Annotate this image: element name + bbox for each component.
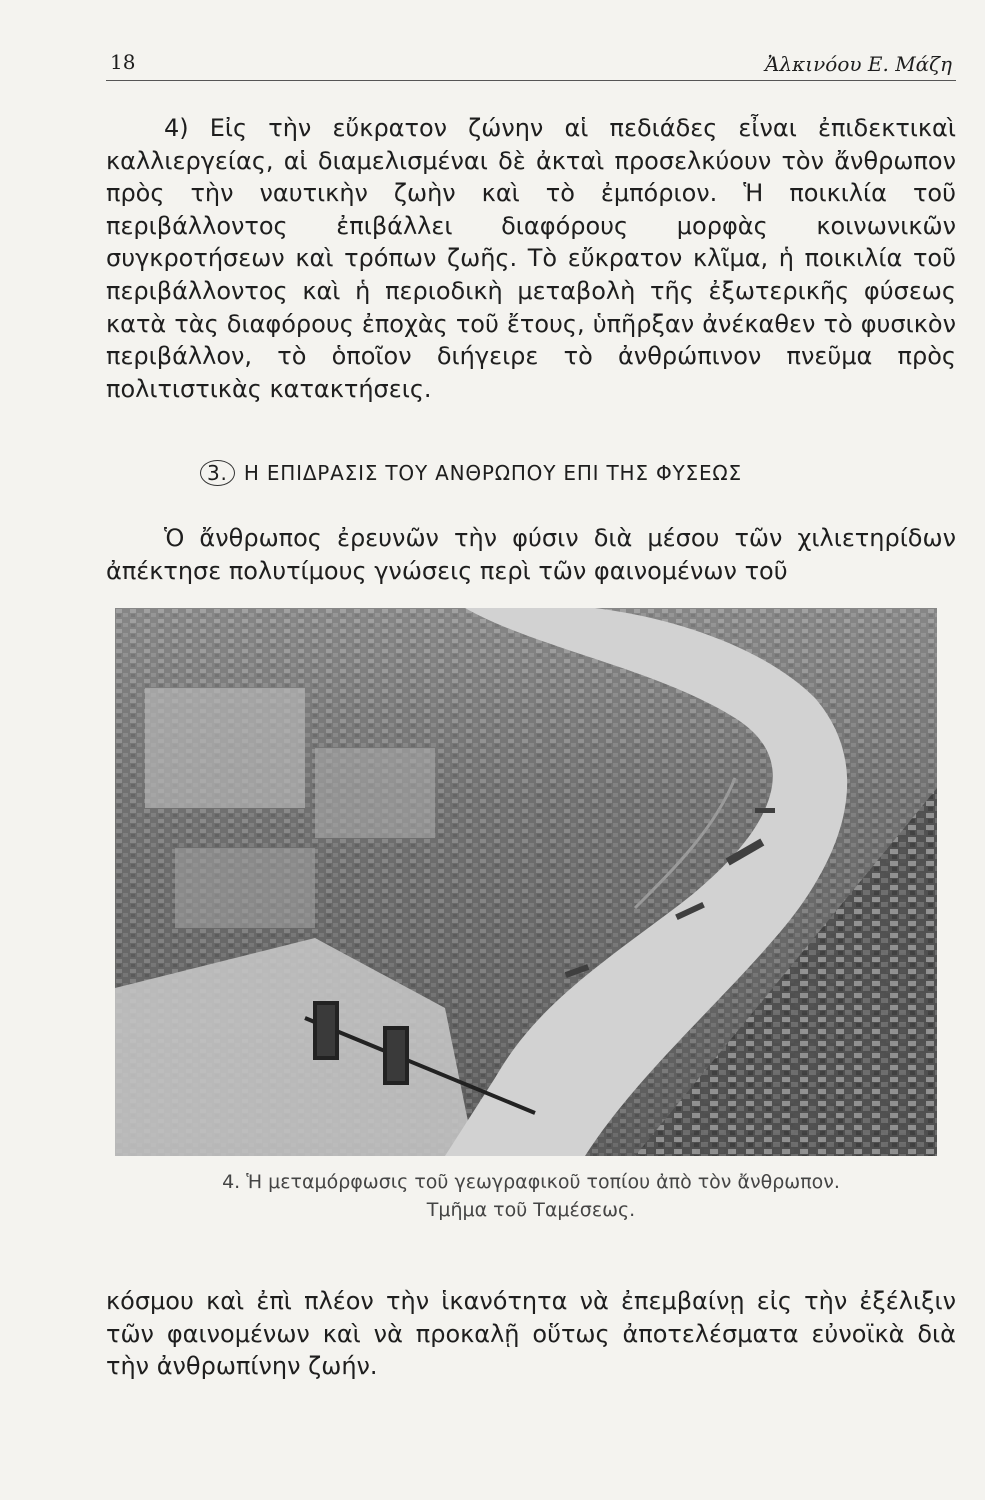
section-number: 3. <box>200 460 235 486</box>
page-header <box>106 40 956 81</box>
paragraph-human-research: Ὁ ἄνθρωπος ἐρευνῶν τὴν φύσιν διὰ μέσου τῶν χιλιετηρίδων ἀπέκτησε πολυτίμους γνώσεις περὶ τῶν φαινομένων τοῦ <box>106 524 956 585</box>
section-heading <box>200 460 742 486</box>
page-number: 18 <box>110 50 136 74</box>
running-head: Ἀλκινόου Ε. Μάζη <box>765 52 952 76</box>
aerial-photo-thames <box>115 608 937 1156</box>
caption-line-2: Τμῆμα τοῦ Ταμέσεως. <box>426 1199 636 1221</box>
figure-caption <box>106 1168 956 1224</box>
section-title: Η ΕΠΙΔΡΑΣΙΣ ΤΟΥ ΑΝΘΡΩΠΟΥ ΕΠΙ ΤΗΣ ΦΥΣΕΩΣ <box>243 461 742 485</box>
paragraph-human-ability: κόσμου καὶ ἐπὶ πλέον τὴν ἱκανότητα νὰ ἐπεμβαίνῃ εἰς τὴν ἐξέλιξιν τῶν φαινομένων καὶ νὰ προκαλῇ οὕτως ἀποτελέσματα εὐνοϊκὰ διὰ τὴν ἀνθρωπίνην ζωήν. <box>106 1287 956 1381</box>
caption-line-1: 4. Ἡ μεταμόρφωσις τοῦ γεωγραφικοῦ τοπίου ἀπὸ τὸν ἄνθρωπον. <box>222 1171 840 1193</box>
paragraph-temperate-zone: 4) Εἰς τὴν εὔκρατον ζώνην αἱ πεδιάδες εἶναι ἐπιδεκτικαὶ καλλιεργείας, αἱ διαμελισμέναι δὲ ἀκταὶ προσελκύουν τὸν ἄνθρωπον πρὸς τὴν ναυτικὴν ζωὴν καὶ τὸ ἐμπόριον. Ἡ ποικιλία τοῦ περιβάλλοντος ἐπιβάλλει διαφόρους μορφὰς κοινωνικῶν συγκροτήσεων καὶ τρόπων ζωῆς. Τὸ εὔκρατον κλῖμα, ἡ ποικιλία τοῦ περιβάλλοντος καὶ ἡ περιοδικὴ μεταβολὴ τῆς ἐξωτερικῆς φύσεως κατὰ τὰς διαφόρους ἐποχὰς τοῦ ἔτους, ὑπῆρξαν ἀνέκαθεν τὸ φυσικὸν περιβάλλον, τὸ ὁποῖον διήγειρε τὸ ἀνθρώπινον πνεῦμα πρὸς πολιτιστικὰς κατακτήσεις. <box>106 114 956 403</box>
